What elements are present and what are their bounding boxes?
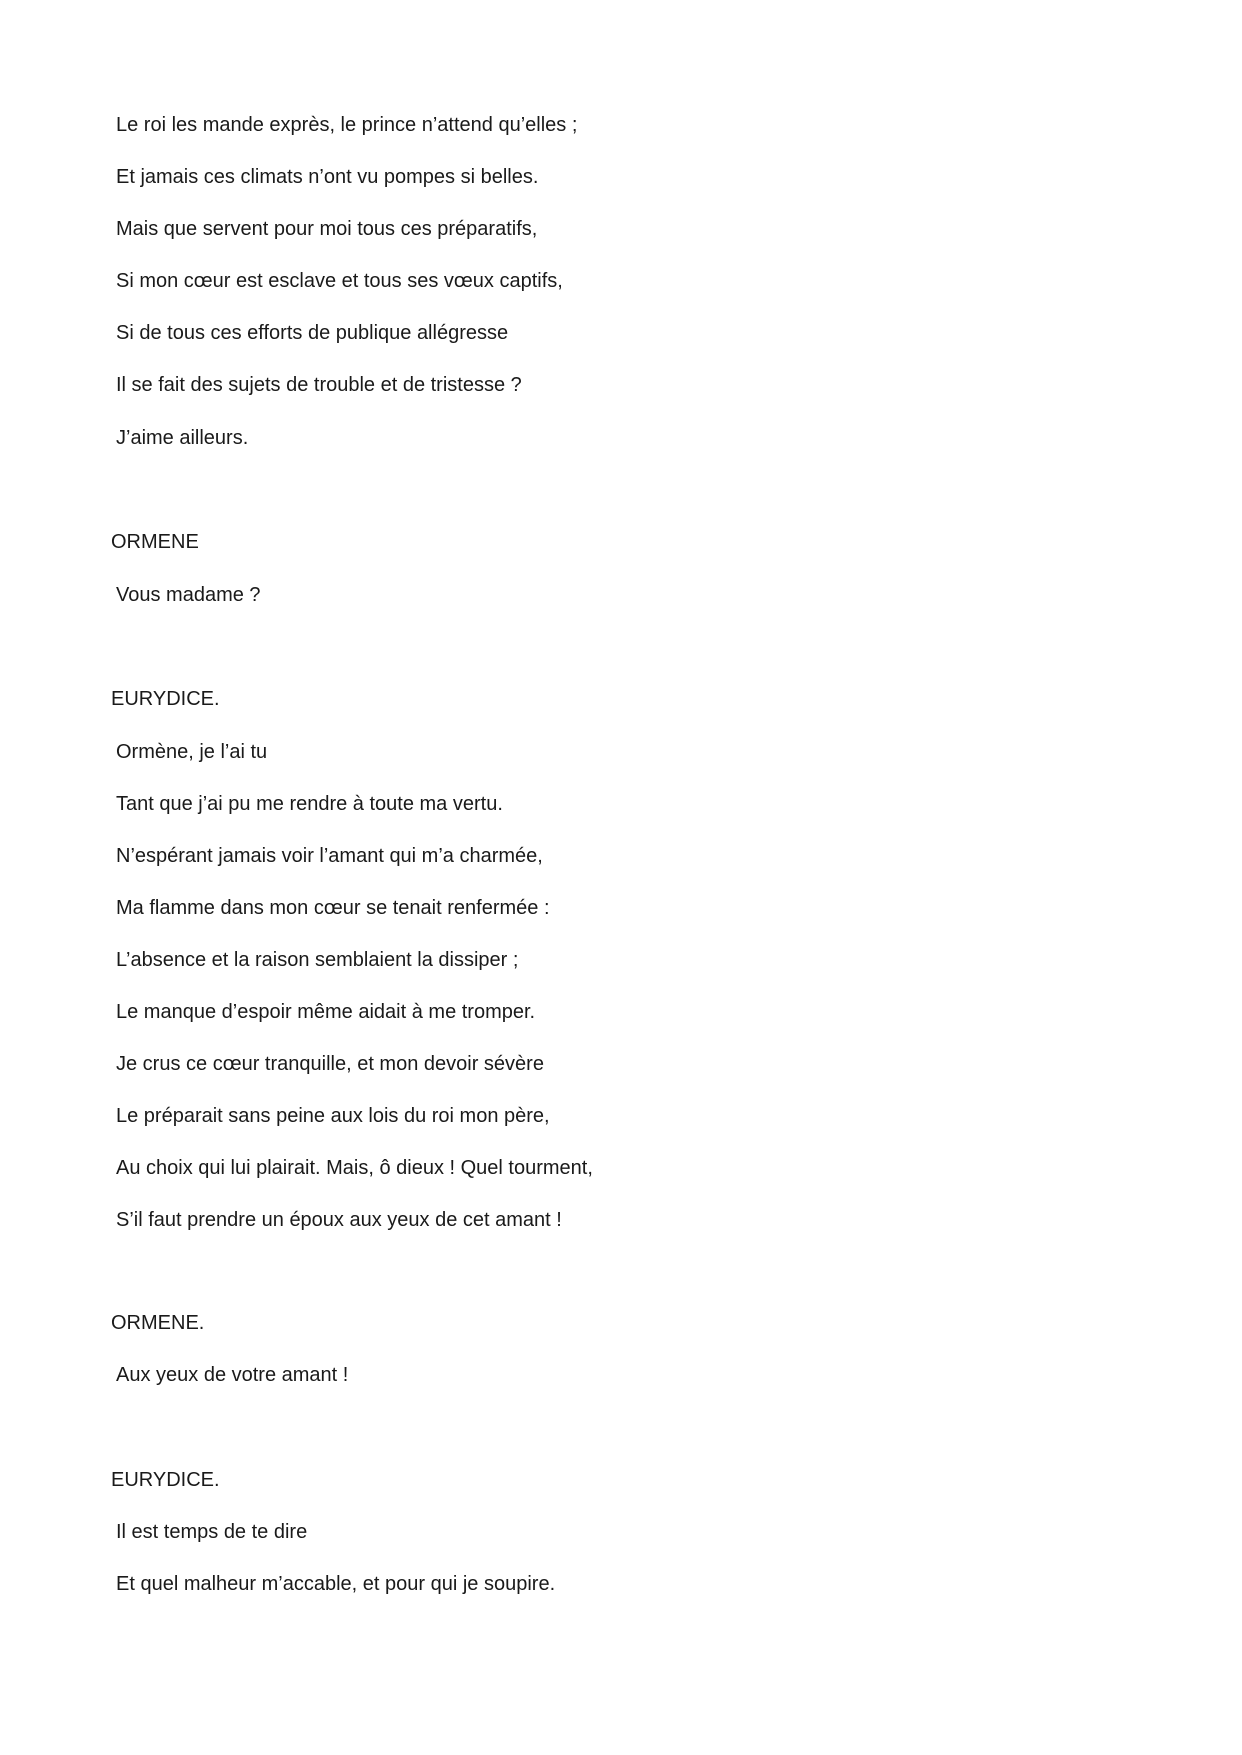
speaker-name: ORMENE [111, 531, 199, 553]
speaker-name: EURYDICE. [111, 688, 220, 710]
verse-line: Aux yeux de votre amant ! [116, 1364, 349, 1386]
verse-line: Tant que j’ai pu me rendre à toute ma vertu. [116, 793, 503, 815]
verse-line: Et quel malheur m’accable, et pour qui je soupire. [116, 1573, 556, 1595]
verse-line: Si de tous ces efforts de publique allégresse [116, 322, 509, 344]
verse-line: Mais que servent pour moi tous ces préparatifs, [116, 218, 538, 240]
verse-line: Il est temps de te dire [116, 1521, 308, 1543]
verse-line: Le préparait sans peine aux lois du roi mon père, [116, 1105, 550, 1127]
verse-line: Et jamais ces climats n’ont vu pompes si belles. [116, 166, 539, 188]
speaker-name: ORMENE. [111, 1312, 205, 1334]
verse-line: Je crus ce cœur tranquille, et mon devoir sévère [116, 1053, 544, 1075]
verse-line: Il se fait des sujets de trouble et de tristesse ? [116, 374, 522, 396]
verse-line: Vous madame ? [116, 584, 261, 606]
verse-line: L’absence et la raison semblaient la dissiper ; [116, 949, 519, 971]
speaker-name: EURYDICE. [111, 1469, 220, 1491]
verse-line: Ma flamme dans mon cœur se tenait renfermée : [116, 897, 550, 919]
verse-line: Ormène, je l’ai tu [116, 741, 268, 763]
verse-line: Le roi les mande exprès, le prince n’attend qu’elles ; [116, 114, 578, 136]
verse-line: Si mon cœur est esclave et tous ses vœux captifs, [116, 270, 563, 292]
verse-line: Le manque d’espoir même aidait à me tromper. [116, 1001, 536, 1023]
verse-line: N’espérant jamais voir l’amant qui m’a charmée, [116, 845, 543, 867]
verse-line: J’aime ailleurs. [116, 427, 249, 449]
verse-line: S’il faut prendre un époux aux yeux de cet amant ! [116, 1209, 562, 1231]
verse-line: Au choix qui lui plairait. Mais, ô dieux ! Quel tourment, [116, 1157, 593, 1179]
